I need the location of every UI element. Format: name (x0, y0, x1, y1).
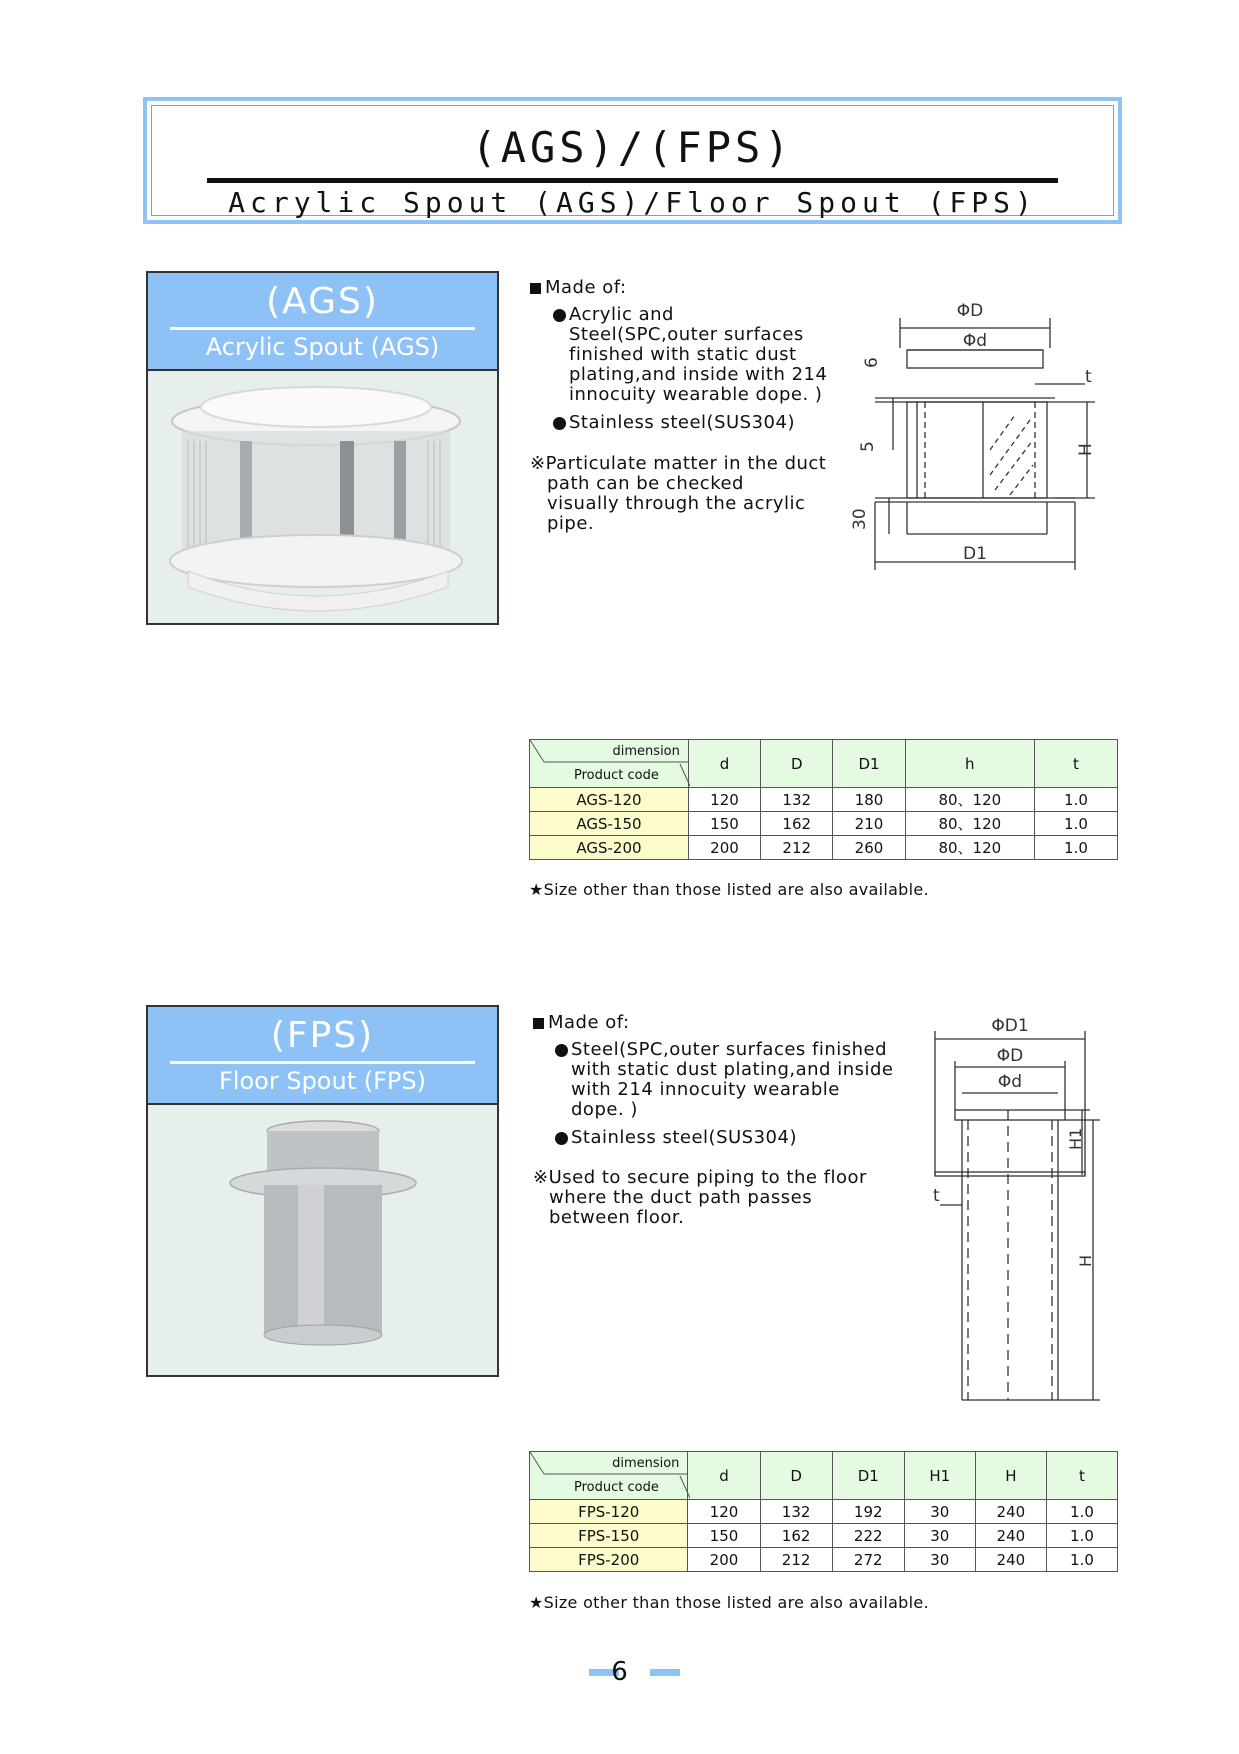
fps-description (533, 1013, 913, 1243)
ags-row3-D1: 260 (833, 836, 905, 860)
fps-row2-H: 240 (975, 1524, 1046, 1548)
ags-row1-t: 1.0 (1034, 788, 1117, 812)
ags-row1-D: 132 (761, 788, 833, 812)
ags-material1-line5: innocuity wearable dope. ) (569, 384, 823, 405)
fps-table-corner (530, 1452, 688, 1500)
ags-description (530, 278, 850, 538)
bullet-square-icon (533, 1018, 544, 1029)
fps-material1-line1: Steel(SPC,outer surfaces finished (571, 1039, 888, 1060)
fps-row1-code: FPS-120 (530, 1500, 688, 1524)
fps-remark-line1: ※Used to secure piping to the floor (533, 1167, 867, 1188)
fps-caption-rule (170, 1061, 475, 1064)
fps-material1-line2: with static dust plating,and inside (571, 1059, 894, 1080)
ags-diagram-phid: Φd (962, 331, 988, 351)
ags-material1-line2: Steel(SPC,outer surfaces (569, 324, 804, 345)
ags-material2: Stainless steel(SUS304) (569, 412, 795, 433)
fps-spec-table (529, 1451, 1118, 1572)
fps-dimension-diagram (915, 1015, 1105, 1410)
ags-diagram-thirty: 30 (850, 508, 870, 530)
ags-diagram-phiD: ΦD (956, 301, 984, 321)
fps-diagram-H: H (1076, 1254, 1095, 1267)
ags-col-t: t (1034, 740, 1117, 788)
fps-name: Floor Spout (FPS) (219, 1067, 426, 1095)
fps-code: (FPS) (270, 1015, 375, 1056)
fps-row2-d: 150 (688, 1524, 760, 1548)
ags-row2-h: 80、120 (905, 812, 1034, 836)
ags-diagram-five: 5 (858, 441, 878, 452)
fps-dimension-label: dimension (612, 1456, 680, 1471)
fps-row1-D1: 192 (832, 1500, 904, 1524)
fps-row2-D1: 222 (832, 1524, 904, 1548)
fps-row1-t: 1.0 (1046, 1500, 1117, 1524)
ags-diagram-t: t (1085, 367, 1092, 387)
ags-product-photo (148, 371, 497, 623)
fps-col-D: D (760, 1452, 832, 1500)
ags-row1-h: 80、120 (905, 788, 1034, 812)
ags-remark-line1: ※Particulate matter in the duct (530, 453, 827, 474)
ags-dimension-label: dimension (612, 744, 680, 759)
ags-dimension-diagram (845, 300, 1105, 580)
fps-material2: Stainless steel(SUS304) (571, 1127, 797, 1148)
page-subtitle: Acrylic Spout (AGS)/Floor Spout (FPS) (228, 186, 1037, 219)
fps-caption (148, 1007, 497, 1105)
table-row (530, 788, 1118, 812)
fps-row3-D: 212 (760, 1548, 832, 1572)
ags-diagram-D1: D1 (963, 544, 987, 564)
fps-row2-code: FPS-150 (530, 1524, 688, 1548)
page-number: 6 (611, 1657, 628, 1687)
fps-product-photo (148, 1105, 497, 1375)
fps-diagram-t: t (933, 1186, 940, 1206)
ags-code: (AGS) (266, 281, 379, 322)
fps-row1-d: 120 (688, 1500, 760, 1524)
ags-spec-table (529, 739, 1118, 860)
fps-row3-D1: 272 (832, 1548, 904, 1572)
ags-material1-line3: finished with static dust (569, 344, 797, 365)
table-row (530, 1500, 1118, 1524)
fps-row1-D: 132 (760, 1500, 832, 1524)
fps-row3-code: FPS-200 (530, 1548, 688, 1572)
ags-col-d: d (688, 740, 760, 788)
ags-size-note: ★Size other than those listed are also available. (529, 880, 929, 899)
fps-col-H1: H1 (904, 1452, 975, 1500)
ags-row1-code: AGS-120 (530, 788, 689, 812)
fps-col-H: H (975, 1452, 1046, 1500)
ags-diagram-six: 6 (862, 357, 882, 368)
ags-diagram-H: H (1076, 443, 1096, 456)
table-row (530, 836, 1118, 860)
fps-row1-H: 240 (975, 1500, 1046, 1524)
ags-col-D: D (761, 740, 833, 788)
fps-row3-d: 200 (688, 1548, 760, 1572)
title-banner (143, 97, 1122, 224)
table-row (530, 1548, 1118, 1572)
fps-diagram-phiD: ΦD (996, 1046, 1024, 1066)
ags-product-panel (146, 271, 499, 625)
ags-row2-D: 162 (761, 812, 833, 836)
title-divider (207, 178, 1058, 183)
ags-remark-line3: visually through the acrylic (547, 493, 806, 514)
ags-product-code-label: Product code (574, 768, 659, 783)
bullet-dot-icon (555, 1132, 568, 1145)
fps-row1-H1: 30 (904, 1500, 975, 1524)
ags-material1-line1: Acrylic and (569, 304, 674, 325)
fps-diagram-phiD1: ΦD1 (991, 1016, 1029, 1036)
ags-remark-line4: pipe. (547, 513, 595, 534)
ags-row3-d: 200 (688, 836, 760, 860)
bullet-dot-icon (553, 417, 566, 430)
fps-row3-H1: 30 (904, 1548, 975, 1572)
ags-row2-t: 1.0 (1034, 812, 1117, 836)
ags-row1-D1: 180 (833, 788, 905, 812)
fps-remark-line2: where the duct path passes (549, 1187, 813, 1208)
fps-row2-H1: 30 (904, 1524, 975, 1548)
bullet-dot-icon (553, 309, 566, 322)
page-title: (AGS)/(FPS) (471, 123, 794, 172)
bullet-dot-icon (555, 1044, 568, 1057)
table-row (530, 1524, 1118, 1548)
fps-material1-line3: with 214 innocuity wearable (571, 1079, 840, 1100)
fps-diagram-phid: Φd (997, 1072, 1023, 1092)
ags-table-corner (530, 740, 689, 788)
ags-caption (148, 273, 497, 371)
ags-row3-t: 1.0 (1034, 836, 1117, 860)
fps-col-D1: D1 (832, 1452, 904, 1500)
ags-made-of: Made of: (545, 277, 627, 298)
ags-name: Acrylic Spout (AGS) (205, 333, 440, 361)
ags-material1-line4: plating,and inside with 214 (569, 364, 828, 385)
bullet-square-icon (530, 283, 541, 294)
ags-caption-rule (170, 327, 475, 330)
fps-product-code-label: Product code (574, 1480, 659, 1495)
fps-material1-line4: dope. ) (571, 1099, 638, 1120)
fps-remark-line3: between floor. (549, 1207, 685, 1228)
ags-row2-D1: 210 (833, 812, 905, 836)
fps-col-d: d (688, 1452, 760, 1500)
title-banner-inner (151, 105, 1114, 219)
ags-row1-d: 120 (688, 788, 760, 812)
fps-product-panel (146, 1005, 499, 1377)
ags-remark-line2: path can be checked (547, 473, 744, 494)
fps-made-of: Made of: (548, 1012, 630, 1033)
ags-col-D1: D1 (833, 740, 905, 788)
fps-diagram-H1: H1 (1066, 1127, 1085, 1150)
fps-row3-H: 240 (975, 1548, 1046, 1572)
ags-row3-code: AGS-200 (530, 836, 689, 860)
ags-row2-d: 150 (688, 812, 760, 836)
ags-row3-h: 80、120 (905, 836, 1034, 860)
ags-col-h: h (905, 740, 1034, 788)
ags-row2-code: AGS-150 (530, 812, 689, 836)
fps-col-t: t (1046, 1452, 1117, 1500)
page-number-bar-right (650, 1669, 680, 1676)
fps-size-note: ★Size other than those listed are also available. (529, 1593, 929, 1612)
ags-row3-D: 212 (761, 836, 833, 860)
fps-row2-D: 162 (760, 1524, 832, 1548)
table-row (530, 812, 1118, 836)
fps-row2-t: 1.0 (1046, 1524, 1117, 1548)
fps-row3-t: 1.0 (1046, 1548, 1117, 1572)
